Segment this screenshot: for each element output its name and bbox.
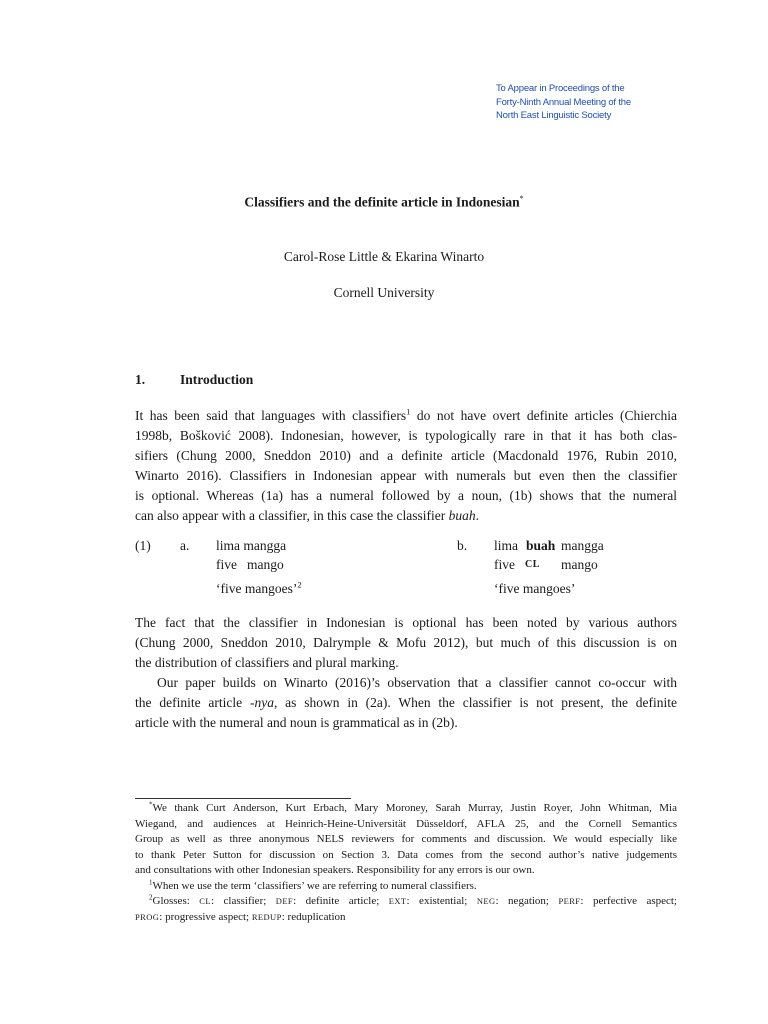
- section-heading: [135, 372, 253, 388]
- italic-term: nya: [254, 695, 274, 711]
- text-line: sifiers (Chung 2000, Sneddon 2010) and a definite article (Macdonald 1976, Rubin 2010,: [135, 448, 677, 464]
- footnote-ref: 2: [297, 579, 302, 590]
- example-b-gloss-2: CL: [525, 559, 540, 570]
- affiliation: Cornell University: [333, 285, 435, 300]
- text-line: It has been said that languages with classifiers$^1$ do not have overt definite articles (Chierchia: [135, 406, 677, 423]
- example-b-translation: ‘five mangoes’: [494, 581, 576, 596]
- text-line: Winarto 2016). Classifiers in Indonesian appear with numerals but even then the classifier: [135, 468, 677, 484]
- text-line: 1998b, Bošković 2008). Indonesian, however, is typologically rare in that it has both clas-: [135, 428, 677, 444]
- footnote-mark: 2: [149, 893, 153, 902]
- footnote-rule: [135, 798, 351, 799]
- title-footnote-mark: *: [519, 194, 524, 203]
- footnote-ref: 1: [406, 406, 411, 417]
- example-a-gloss-1: five: [216, 557, 237, 572]
- text-line: can also appear with a classifier, in this case the classifier buah.: [135, 508, 479, 524]
- example-b-word-3: mangga: [561, 538, 604, 553]
- footnote-line: $^1$When we use the term ‘classifiers’ we are referring to numeral classifiers.: [149, 878, 477, 892]
- footnote-line: $^2$Glosses: CL: classifier; DEF: definite article; EXT: existential; NEG: negation; PERF: perfective aspect;: [149, 893, 677, 907]
- paper-title: [0, 194, 768, 211]
- italic-term: buah: [448, 508, 476, 524]
- example-number: (1): [135, 538, 151, 553]
- footnote-2: [135, 894, 677, 925]
- text-line: (Chung 2000, Sneddon 2010, Dalrymple & Mofu 2012), but much of this discussion is on: [135, 635, 677, 651]
- example-b-word-2: buah: [526, 538, 556, 553]
- example-a-label: a.: [180, 538, 190, 553]
- footnote-acknowledgements: [135, 801, 677, 879]
- publication-note: [496, 82, 631, 123]
- footnote-line: to thank Peter Sutton for discussion on Section 3. Data comes from the second author’s native judgements: [135, 848, 677, 861]
- footnote-line: Wiegand, and audiences at Heinrich-Heine-Universität Düsseldorf, AFLA 25, and the Cornell Semantics: [135, 817, 677, 830]
- section-title: Introduction: [180, 372, 254, 387]
- text-line: The fact that the classifier in Indonesian is optional has been noted by various authors: [135, 615, 677, 630]
- footnote-line: Group as well as three anonymous NELS reviewers for comments and discussion. We would especially like: [135, 833, 677, 846]
- example-b-gloss-3: mango: [561, 557, 598, 572]
- footnote-mark: *: [149, 800, 153, 809]
- section-number: 1.: [135, 372, 146, 387]
- paper-title-text: Classifiers and the definite article in Indonesian: [244, 194, 520, 210]
- publication-note-line: North East Linguistic Society: [496, 110, 612, 121]
- paragraph-2: [135, 613, 677, 673]
- footnote-1: [135, 879, 677, 895]
- publication-note-line: Forty-Ninth Annual Meeting of the: [496, 96, 631, 108]
- example-a-translation: ‘five mangoes’$^2$: [216, 579, 302, 596]
- example-b-word-1: lima: [494, 538, 518, 553]
- example-a-gloss-2: mango: [247, 557, 284, 572]
- example-b-label: b.: [457, 538, 468, 553]
- text-line: the definite article -nya, as shown in (2a). When the classifier is not present, the definite: [135, 695, 677, 711]
- example-b-gloss-1: five: [494, 557, 515, 572]
- footnote-line: *We thank Curt Anderson, Kurt Erbach, Mary Moroney, Sarah Murray, Justin Royer, John Whitman, Mia: [149, 800, 677, 814]
- footnote-line: PROG: progressive aspect; REDUP: reduplication: [135, 910, 346, 923]
- text-line: article with the numeral and noun is grammatical as in (2b).: [135, 715, 458, 731]
- example-a-line: lima mangga: [216, 538, 287, 553]
- author-list: Carol-Rose Little & Ekarina Winarto: [283, 249, 485, 264]
- text-line: Our paper builds on Winarto (2016)’s observation that a classifier cannot co-occur with: [157, 675, 677, 690]
- paragraph-intro: [135, 406, 677, 527]
- text-line: is optional. Whereas (1a) has a numeral followed by a noun, (1b) shows that the numeral: [135, 488, 677, 504]
- publication-note-line: To Appear in Proceedings of the: [496, 83, 625, 94]
- footnote-line: and consultations with other Indonesian speakers. Responsibility for any errors is our own.: [135, 864, 535, 877]
- paragraph-3: [135, 673, 677, 733]
- text-line: the distribution of classifiers and plural marking.: [135, 655, 399, 671]
- footnote-mark: 1: [149, 878, 153, 887]
